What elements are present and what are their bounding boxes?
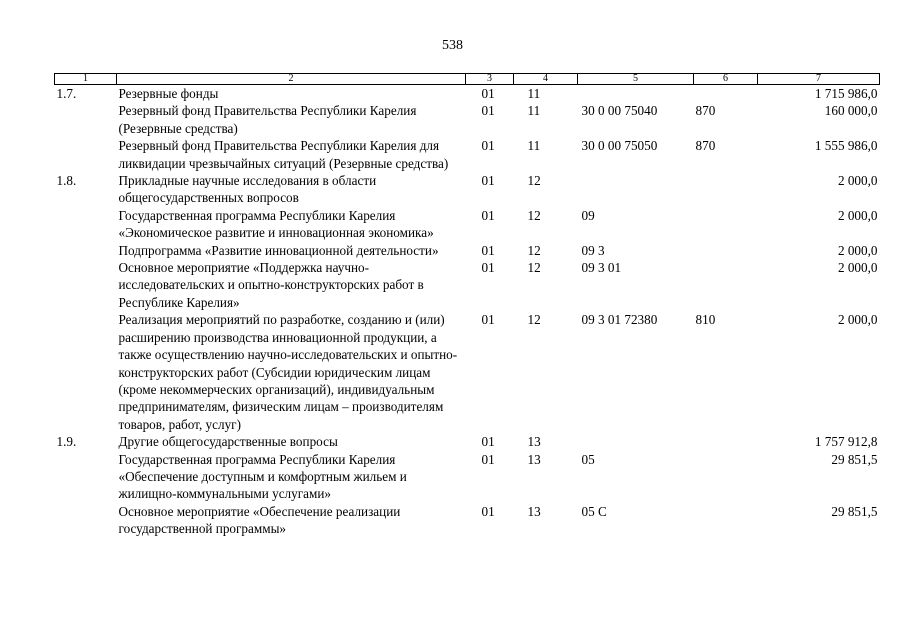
column-header-5: 5 (578, 74, 694, 85)
item-name-cell: Резервные фонды (118, 86, 219, 101)
item-name-cell: Подпрограмма «Развитие инновационной деятельности» (118, 242, 439, 258)
section-code-cell: 01 (481, 260, 495, 276)
item-name-cell: Государственная программа Республики Карелия «Экономическое развитие и инновационная экономика» (118, 207, 434, 241)
item-name-cell: Реализация мероприятий по разработке, созданию и (или) расширению производства инновационной продукции, а также осуществлению научно-исследовательских и опытно-конструкторских работ (Субсидии юридическим лицам (кроме некоммерческих организаций), индивидуальным предпринимателям, физическим лицам – производителям товаров, работ, услуг) (118, 312, 458, 432)
subsection-code-cell: 13 (527, 503, 541, 519)
amount-cell: 2 000,0 (837, 242, 878, 258)
subsection-code-cell: 12 (527, 260, 541, 276)
table-row (55, 503, 880, 538)
target-article-cell: 05 (581, 451, 595, 467)
row-number-cell (55, 503, 117, 538)
expense-type-cell (694, 85, 758, 103)
column-header-3: 3 (466, 74, 514, 85)
section-code-cell: 01 (481, 86, 495, 101)
subsection-code-cell: 12 (527, 242, 541, 258)
row-number-cell (55, 259, 117, 311)
section-code-cell: 01 (481, 242, 495, 258)
amount-cell: 29 851,5 (831, 503, 878, 519)
expense-type-cell (694, 172, 758, 207)
section-code-cell: 01 (481, 138, 495, 154)
expense-type-cell (694, 503, 758, 538)
table-row (55, 85, 880, 103)
amount-cell: 2 000,0 (837, 207, 878, 223)
subsection-code-cell: 12 (527, 207, 541, 223)
row-number-cell (55, 242, 117, 259)
amount-cell: 29 851,5 (831, 451, 878, 467)
target-article-cell (578, 85, 694, 103)
row-number-cell (55, 451, 117, 503)
item-name-cell: Другие общегосударственные вопросы (118, 434, 338, 450)
page-number: 538 (442, 38, 463, 53)
target-article-cell: 05 С (581, 503, 607, 519)
subsection-code-cell: 11 (527, 103, 541, 119)
subsection-code-cell: 13 (527, 451, 541, 467)
amount-cell: 1 715 986,0 (814, 86, 878, 101)
target-article-cell: 09 3 01 72380 (581, 312, 658, 328)
expense-type-cell (694, 433, 758, 450)
row-number-cell (55, 137, 117, 172)
item-name-cell: Резервный фонд Правительства Республики Карелия (Резервные средства) (118, 103, 417, 136)
section-code-cell: 01 (481, 173, 495, 189)
item-name-cell: Основное мероприятие «Поддержка научно-исследовательских и опытно-конструкторских работ в Республике Карелия» (118, 260, 424, 310)
row-number-cell: 1.7. (56, 86, 77, 101)
section-code-cell: 01 (481, 312, 495, 328)
item-name-cell: Прикладные научные исследования в области общегосударственных вопросов (118, 173, 377, 206)
table-header (55, 74, 880, 85)
section-code-cell: 01 (481, 451, 495, 467)
section-code-cell: 01 (481, 207, 495, 223)
table-row (55, 207, 880, 242)
amount-cell: 1 757 912,8 (814, 434, 878, 450)
subsection-code-cell: 13 (527, 434, 541, 450)
amount-cell: 2 000,0 (837, 173, 878, 189)
amount-cell: 2 000,0 (837, 312, 878, 328)
subsection-code-cell: 11 (527, 138, 541, 154)
table-body (55, 85, 880, 538)
column-header-2: 2 (117, 74, 466, 85)
column-header-1: 1 (55, 74, 117, 85)
table-row (55, 433, 880, 450)
column-header-4: 4 (514, 74, 578, 85)
table-row (55, 102, 880, 137)
column-header-7: 7 (758, 74, 880, 85)
row-number-cell (55, 207, 117, 242)
row-number-cell: 1.8. (56, 173, 77, 189)
table-row (55, 451, 880, 503)
subsection-code-cell: 12 (527, 312, 541, 328)
expense-type-cell: 870 (695, 103, 716, 119)
expense-type-cell (694, 242, 758, 259)
target-article-cell: 09 3 01 (581, 260, 622, 276)
section-code-cell: 01 (481, 434, 495, 450)
subsection-code-cell: 12 (527, 173, 541, 189)
table-row (55, 259, 880, 311)
expense-type-cell: 810 (695, 312, 716, 328)
target-article-cell: 09 (581, 207, 595, 223)
table-row (55, 242, 880, 259)
table-row (55, 172, 880, 207)
row-number-cell (55, 102, 117, 137)
target-article-cell (578, 172, 694, 207)
amount-cell: 1 555 986,0 (814, 138, 878, 154)
item-name-cell: Государственная программа Республики Карелия «Обеспечение доступным и комфортным жильем и жилищно-коммунальными услугами» (118, 451, 407, 502)
target-article-cell: 30 0 00 75050 (581, 138, 658, 154)
amount-cell: 160 000,0 (824, 103, 878, 119)
row-number-cell: 1.9. (56, 434, 77, 450)
row-number-cell (55, 311, 117, 433)
budget-table (54, 73, 880, 538)
section-code-cell: 01 (481, 503, 495, 519)
item-name-cell: Резервный фонд Правительства Республики Карелия для ликвидации чрезвычайных ситуаций (Резервные средства) (118, 138, 449, 171)
column-number-row (55, 74, 880, 85)
column-header-6: 6 (694, 74, 758, 85)
target-article-cell (578, 433, 694, 450)
target-article-cell: 30 0 00 75040 (581, 103, 658, 119)
expense-type-cell: 870 (695, 138, 716, 154)
table-row (55, 311, 880, 433)
table-row (55, 137, 880, 172)
expense-type-cell (694, 207, 758, 242)
item-name-cell: Основное мероприятие «Обеспечение реализации государственной программы» (118, 503, 401, 537)
expense-type-cell (694, 259, 758, 311)
subsection-code-cell: 11 (527, 86, 541, 101)
amount-cell: 2 000,0 (837, 260, 878, 276)
expense-type-cell (694, 451, 758, 503)
target-article-cell: 09 3 (581, 242, 605, 258)
section-code-cell: 01 (481, 103, 495, 119)
